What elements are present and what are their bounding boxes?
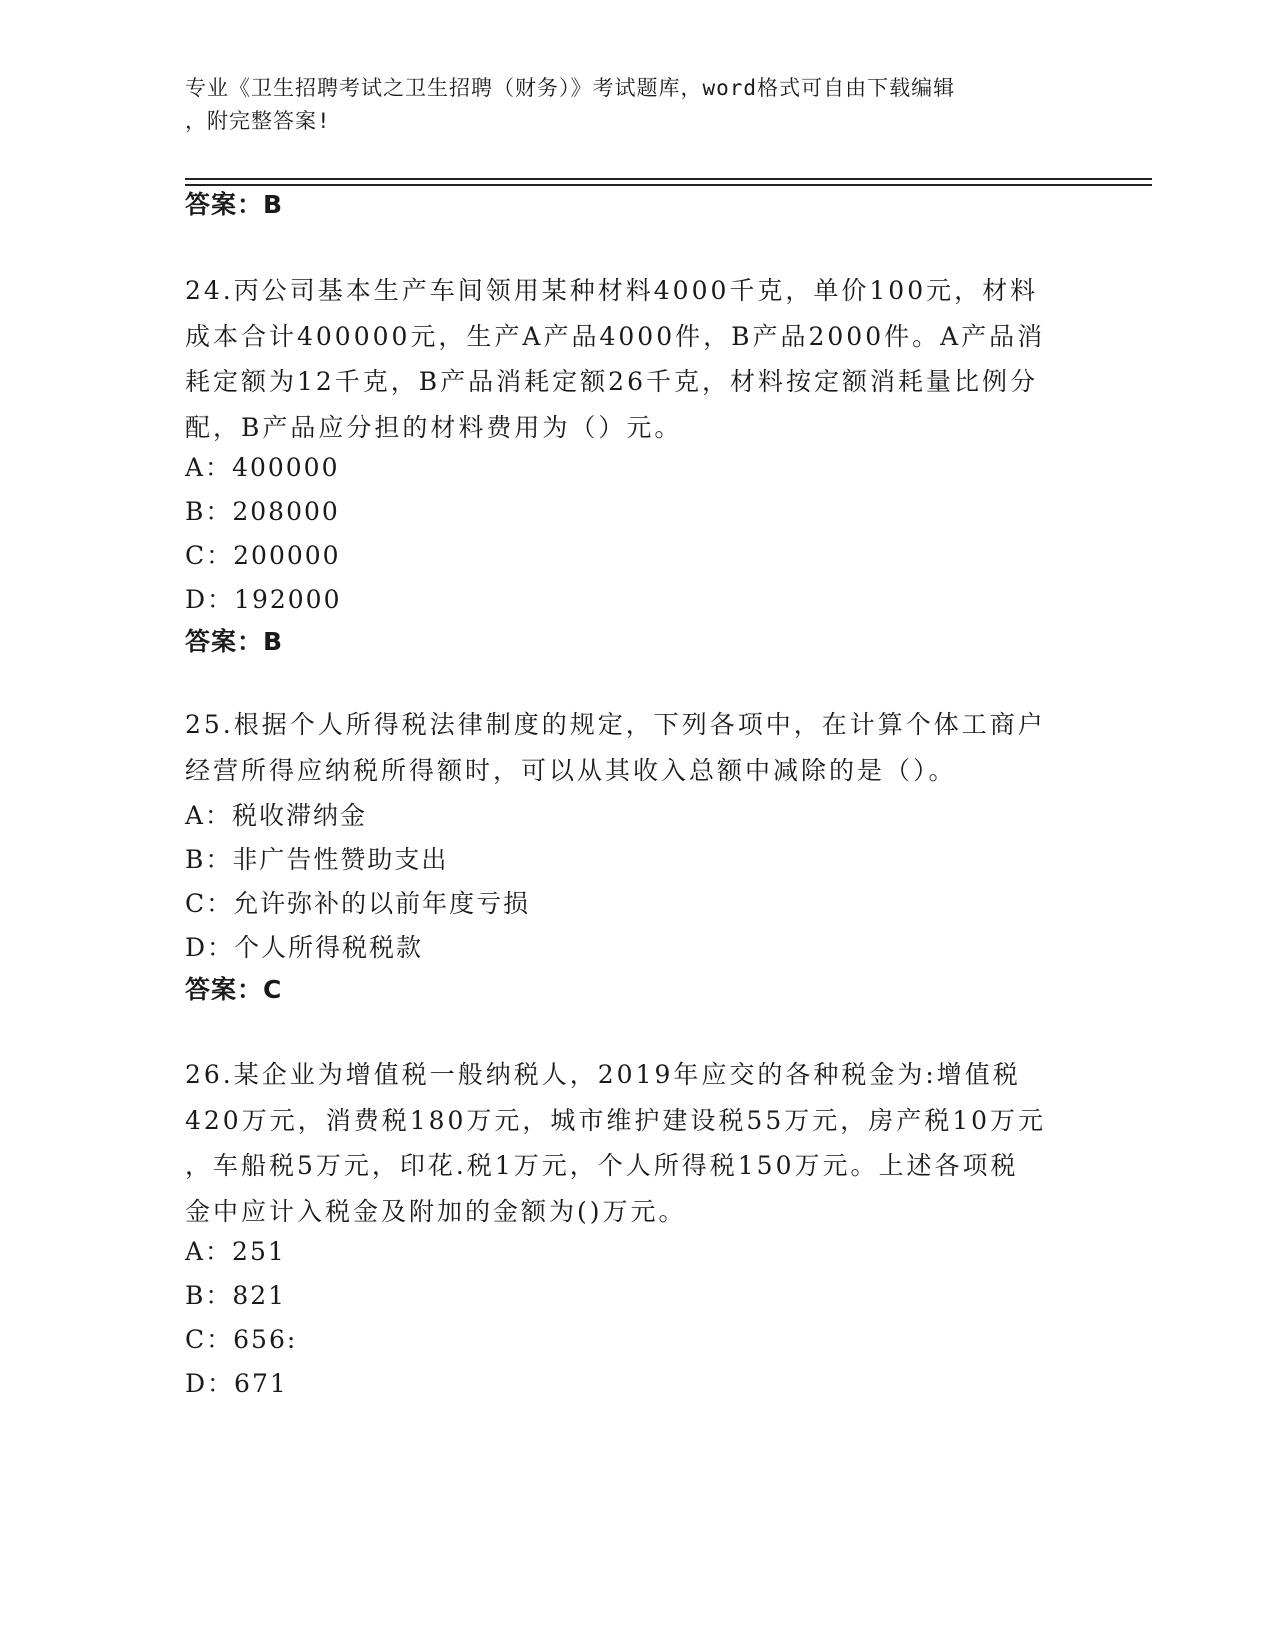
question-26-line: 26.某企业为增值税一般纳税人，2019年应交的各种税金为:增值税 bbox=[185, 1060, 1021, 1089]
question-24-line: 耗定额为12千克，B产品消耗定额26千克，材料按定额消耗量比例分 bbox=[185, 367, 1038, 396]
header-divider-bottom bbox=[185, 184, 1152, 186]
question-25-option-c: C：允许弥补的以前年度亏损 bbox=[185, 889, 531, 918]
question-24-option-b: B：208000 bbox=[185, 497, 340, 526]
question-25-line: 25.根据个人所得税法律制度的规定，下列各项中，在计算个体工商户 bbox=[185, 710, 1046, 739]
question-24-option-c: C：200000 bbox=[185, 541, 341, 570]
header-line-2: ，附完整答案! bbox=[185, 109, 331, 133]
question-24-line: 成本合计400000元，生产A产品4000件，B产品2000件。A产品消 bbox=[185, 321, 1046, 351]
question-24-option-d: D：192000 bbox=[185, 585, 342, 614]
question-26-option-a: A：251 bbox=[185, 1237, 286, 1266]
question-26-line: ，车船税5万元，印花.税1万元，个人所得税150万元。上述各项税 bbox=[185, 1151, 1019, 1180]
question-24-line: 24.丙公司基本生产车间领用某种材料4000千克，单价100元，材料 bbox=[185, 276, 1039, 305]
question-24-answer: 答案：B bbox=[185, 627, 284, 656]
question-26-line: 金中应计入税金及附加的金额为()万元。 bbox=[185, 1196, 687, 1226]
header-divider-top bbox=[185, 178, 1152, 180]
question-26-option-c: C：656: bbox=[185, 1325, 298, 1354]
question-24-stem bbox=[185, 268, 1085, 450]
question-24-line: 配，B产品应分担的材料费用为（）元。 bbox=[185, 412, 683, 442]
question-26-option-b: B：821 bbox=[185, 1281, 287, 1310]
question-26-stem bbox=[185, 1052, 1085, 1234]
question-24-option-a: A：400000 bbox=[185, 453, 340, 482]
question-25-answer: 答案：C bbox=[185, 975, 283, 1004]
question-26-option-d: D：671 bbox=[185, 1369, 288, 1398]
question-25-option-d: D：个人所得税税款 bbox=[185, 933, 424, 962]
question-26-line: 420万元，消费税180万元，城市维护建设税55万元，房产税10万元 bbox=[185, 1105, 1047, 1135]
question-25-option-a: A：税收滞纳金 bbox=[185, 801, 368, 830]
document-header bbox=[185, 72, 1065, 138]
question-25-line: 经营所得应纳税所得额时，可以从其收入总额中减除的是（）。 bbox=[185, 755, 957, 785]
question-25-stem bbox=[185, 702, 1085, 793]
question-25-option-b: B：非广告性赞助支出 bbox=[185, 845, 449, 874]
previous-answer: 答案：B bbox=[185, 190, 284, 219]
header-line-1: 专业《卫生招聘考试之卫生招聘（财务）》考试题库，word格式可自由下载编辑 bbox=[185, 76, 956, 100]
